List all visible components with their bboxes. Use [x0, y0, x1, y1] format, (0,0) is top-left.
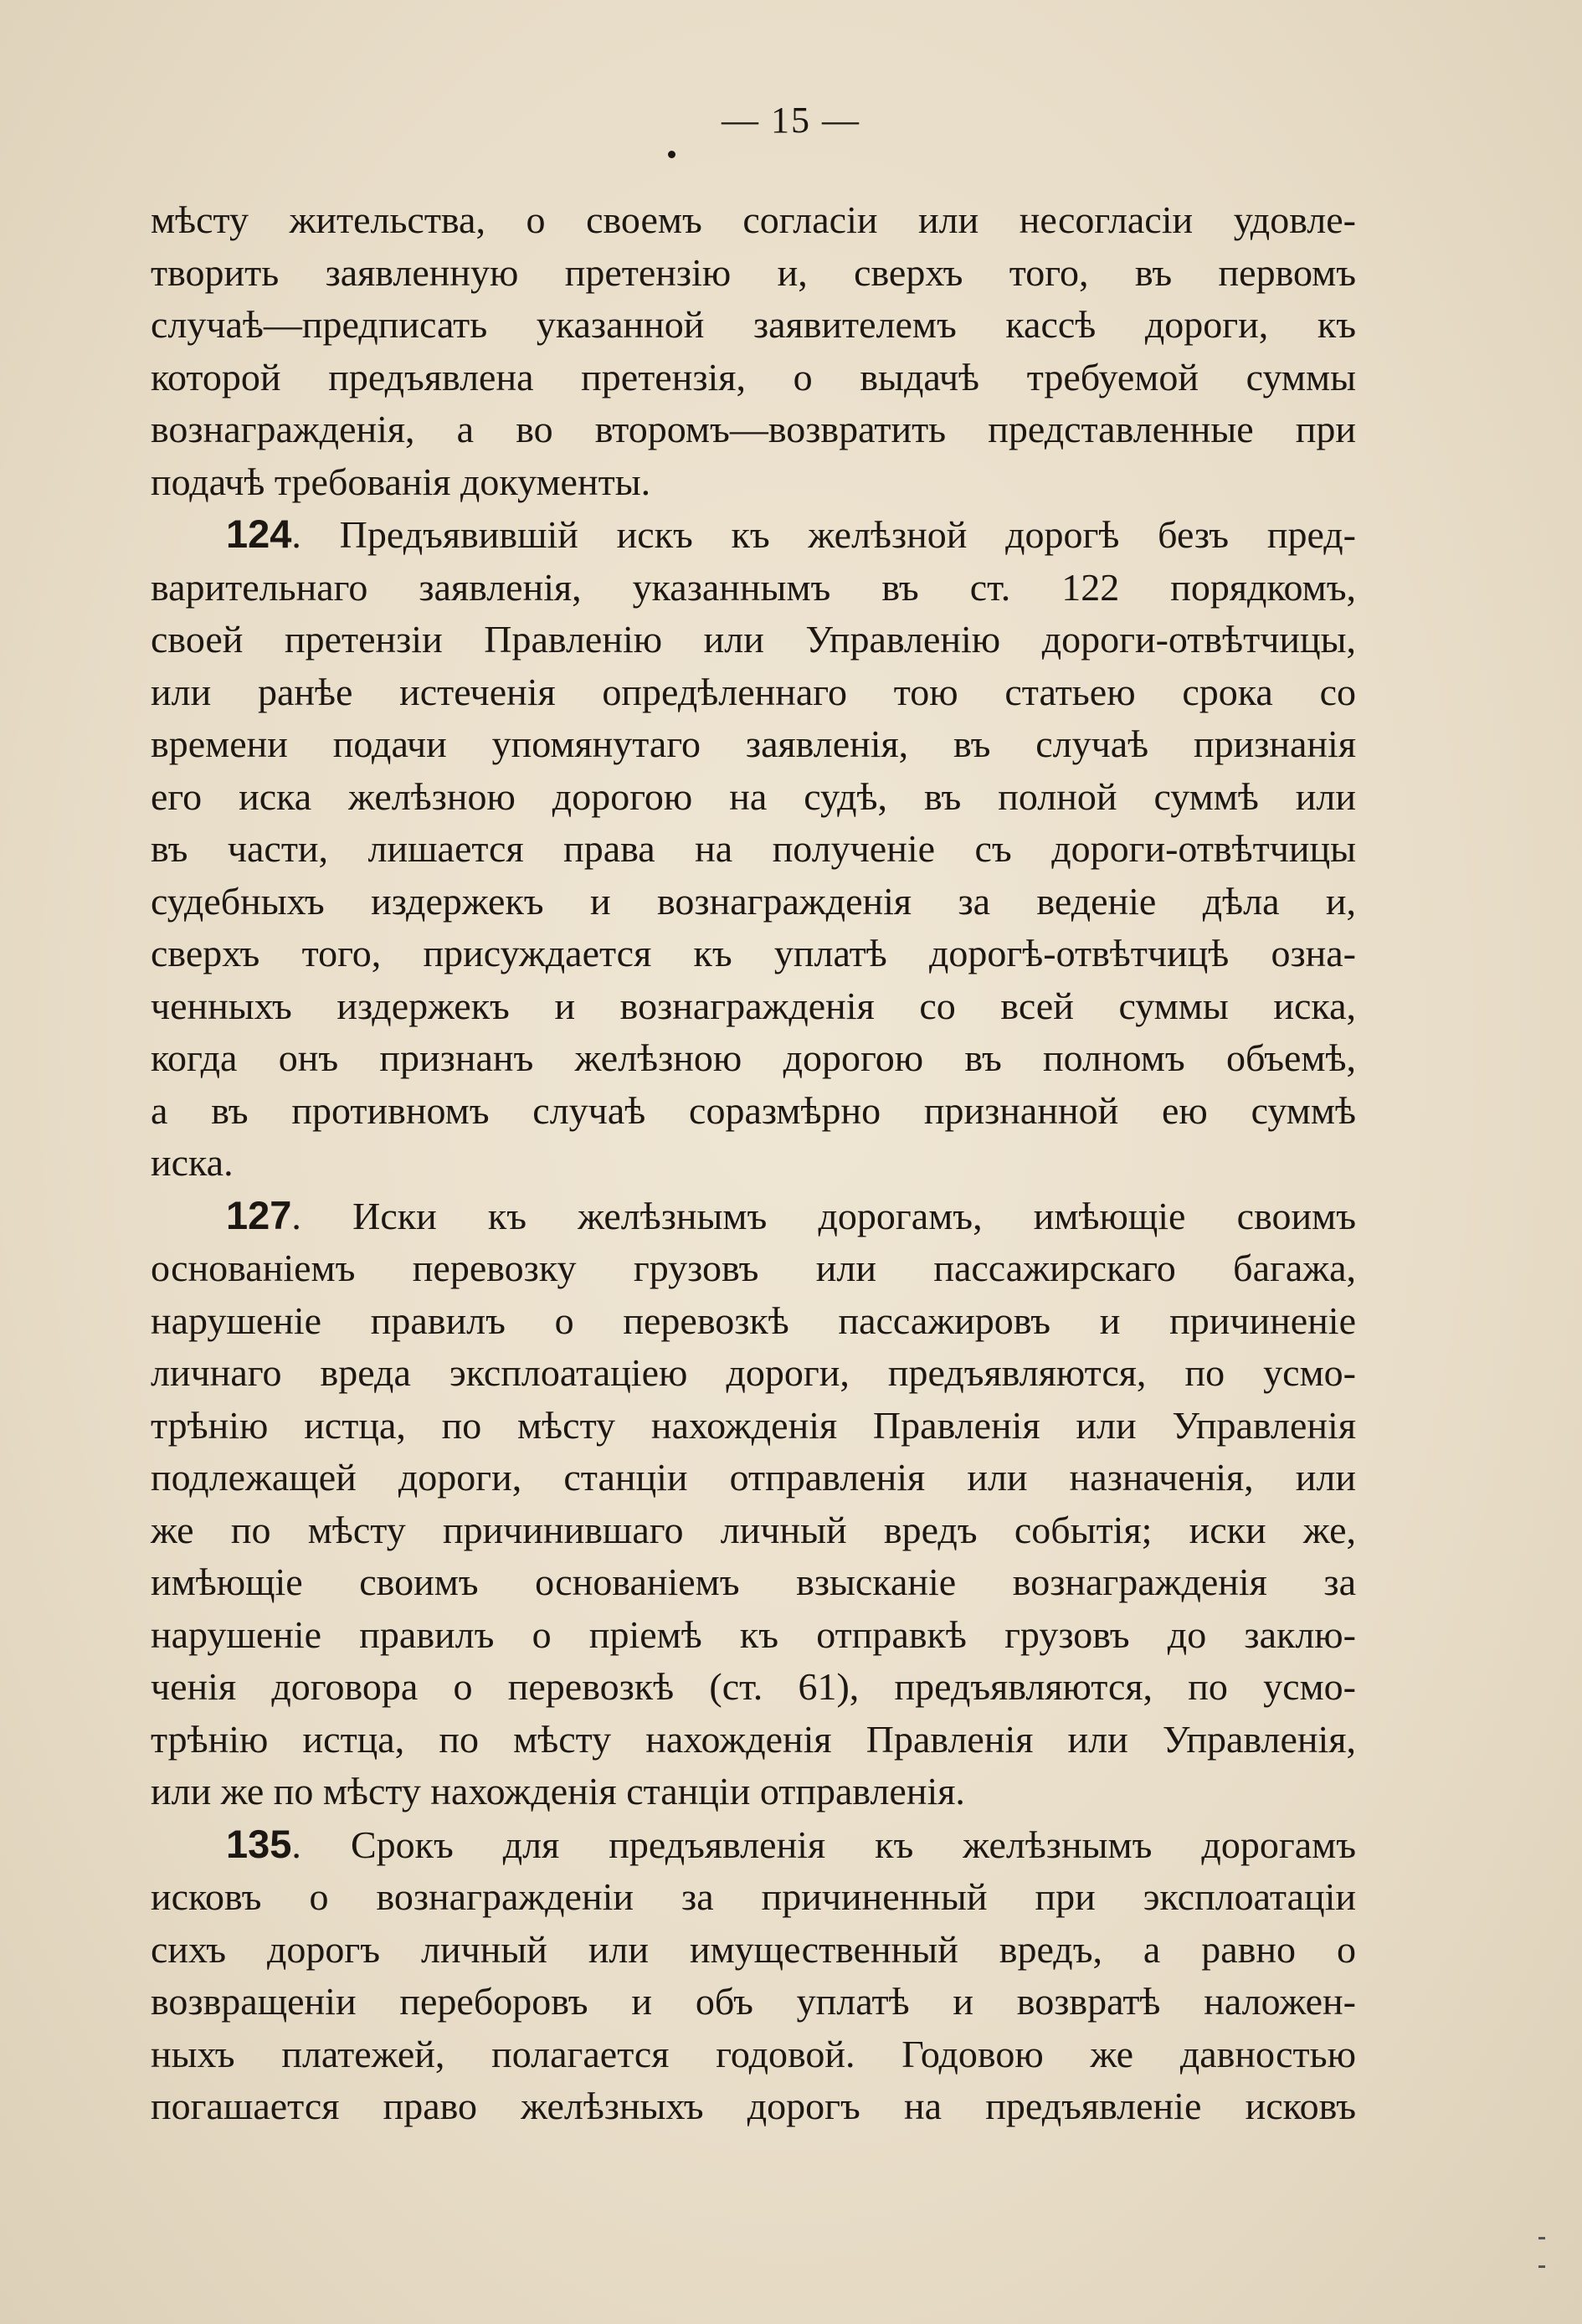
text-line: основаніемъ перевозку грузовъ или пассажирскаго багажа, — [151, 1247, 1356, 1289]
text-line: когда онъ признанъ желѣзною дорогою въ полномъ объемѣ, — [151, 1036, 1356, 1079]
text-line: нарушеніе правилъ о пріемѣ къ отправкѣ грузовъ до заклю- — [151, 1612, 1356, 1656]
text-line: творить заявленную претензію и, сверхъ того, въ первомъ — [151, 250, 1356, 294]
text-line: иска. — [151, 1141, 234, 1184]
text-line: . Предъявившій искъ къ желѣзной дорогѣ безъ пред- — [291, 513, 1356, 556]
margin-mark — [1538, 2265, 1545, 2268]
text-line: ченія договора о перевозкѣ (ст. 61), предъявляются, по усмо- — [151, 1665, 1356, 1708]
text-line: возвращеніи переборовъ и объ уплатѣ и возвратѣ наложен- — [151, 1980, 1356, 2023]
text-line: мѣсту жительства, о своемъ согласіи или несогласіи удовле- — [151, 198, 1356, 241]
text-line: . Срокъ для предъявленія къ желѣзнымъ дорогамъ — [291, 1823, 1356, 1866]
text-line: . Иски къ желѣзнымъ дорогамъ, имѣющіе своимъ — [291, 1194, 1356, 1237]
page-number: — 15 — — [722, 100, 860, 141]
text-line: личнаго вреда эксплоатаціею дороги, предъявляются, по усмо- — [151, 1351, 1356, 1394]
article-number: 124 — [226, 512, 292, 556]
ink-speck — [668, 151, 675, 158]
text-line: имѣющіе своимъ основаніемъ взысканіе вознагражденія за — [151, 1560, 1356, 1603]
text-line: нарушеніе правилъ о перевозкѣ пассажировъ и причиненіе — [151, 1298, 1356, 1342]
text-line: сверхъ того, присуждается къ уплатѣ дорогѣ-отвѣтчицѣ озна- — [151, 932, 1356, 974]
article-first-line — [151, 508, 1356, 562]
text-line: судебныхъ издержекъ и вознагражденія за веденіе дѣла и, — [151, 879, 1356, 923]
paragraph-continuation — [151, 194, 1356, 508]
text-line: времени подачи упомянутаго заявленія, въ случаѣ признанія — [151, 722, 1356, 765]
text-line: подачѣ требованія документы. — [151, 460, 651, 503]
text-line: подлежащей дороги, станціи отправленія или назначенія, или — [151, 1456, 1356, 1499]
body-text — [151, 194, 1356, 2133]
article-127 — [151, 1190, 1356, 1818]
text-line: въ части, лишается права на полученіе съ дороги-отвѣтчицы — [151, 827, 1356, 870]
article-first-line — [151, 1818, 1356, 1872]
text-line: своей претензіи Правленію или Управленію дороги-отвѣтчицы, — [151, 618, 1356, 661]
text-line: ныхъ платежей, полагается годовой. Годовою же давностью — [151, 2032, 1356, 2075]
text-line: или же по мѣсту нахожденія станціи отправленія. — [151, 1770, 965, 1812]
text-line: которой предъявлена претензія, о выдачѣ требуемой суммы — [151, 355, 1356, 398]
article-number: 127 — [226, 1192, 292, 1237]
text-line: же по мѣсту причинившаго личный вредъ событія; иски же, — [151, 1508, 1356, 1551]
text-line: варительнаго заявленія, указаннымъ въ ст. 122 порядкомъ, — [151, 565, 1356, 609]
text-line: сихъ дорогъ личный или имущественный вредъ, а равно о — [151, 1927, 1356, 1971]
text-line: вознагражденія, а во второмъ—возвратить представленные при — [151, 408, 1356, 450]
article-135 — [151, 1818, 1356, 2133]
text-line: погашается право желѣзныхъ дорогъ на предъявленіе исковъ — [151, 2085, 1356, 2127]
text-line: трѣнію истца, по мѣсту нахожденія Правленія или Управленія, — [151, 1717, 1356, 1761]
text-line: а въ противномъ случаѣ соразмѣрно признанной ею суммѣ — [151, 1088, 1356, 1132]
text-line: его иска желѣзною дорогою на судѣ, въ полной суммѣ или — [151, 774, 1356, 818]
text-line: трѣнію истца, по мѣсту нахожденія Правленія или Управленія — [151, 1403, 1356, 1447]
article-124 — [151, 508, 1356, 1190]
text-line: случаѣ—предписать указанной заявителемъ кассѣ дороги, къ — [151, 303, 1356, 346]
article-first-line — [151, 1190, 1356, 1243]
text-line: исковъ о вознагражденіи за причиненный при эксплоатаціи — [151, 1875, 1356, 1918]
margin-mark — [1538, 2237, 1545, 2239]
text-line: ченныхъ издержекъ и вознагражденія со всей суммы иска, — [151, 984, 1356, 1027]
article-number: 135 — [226, 1821, 292, 1866]
text-line: или ранѣе истеченія опредѣленнаго тою статьею срока со — [151, 670, 1356, 713]
